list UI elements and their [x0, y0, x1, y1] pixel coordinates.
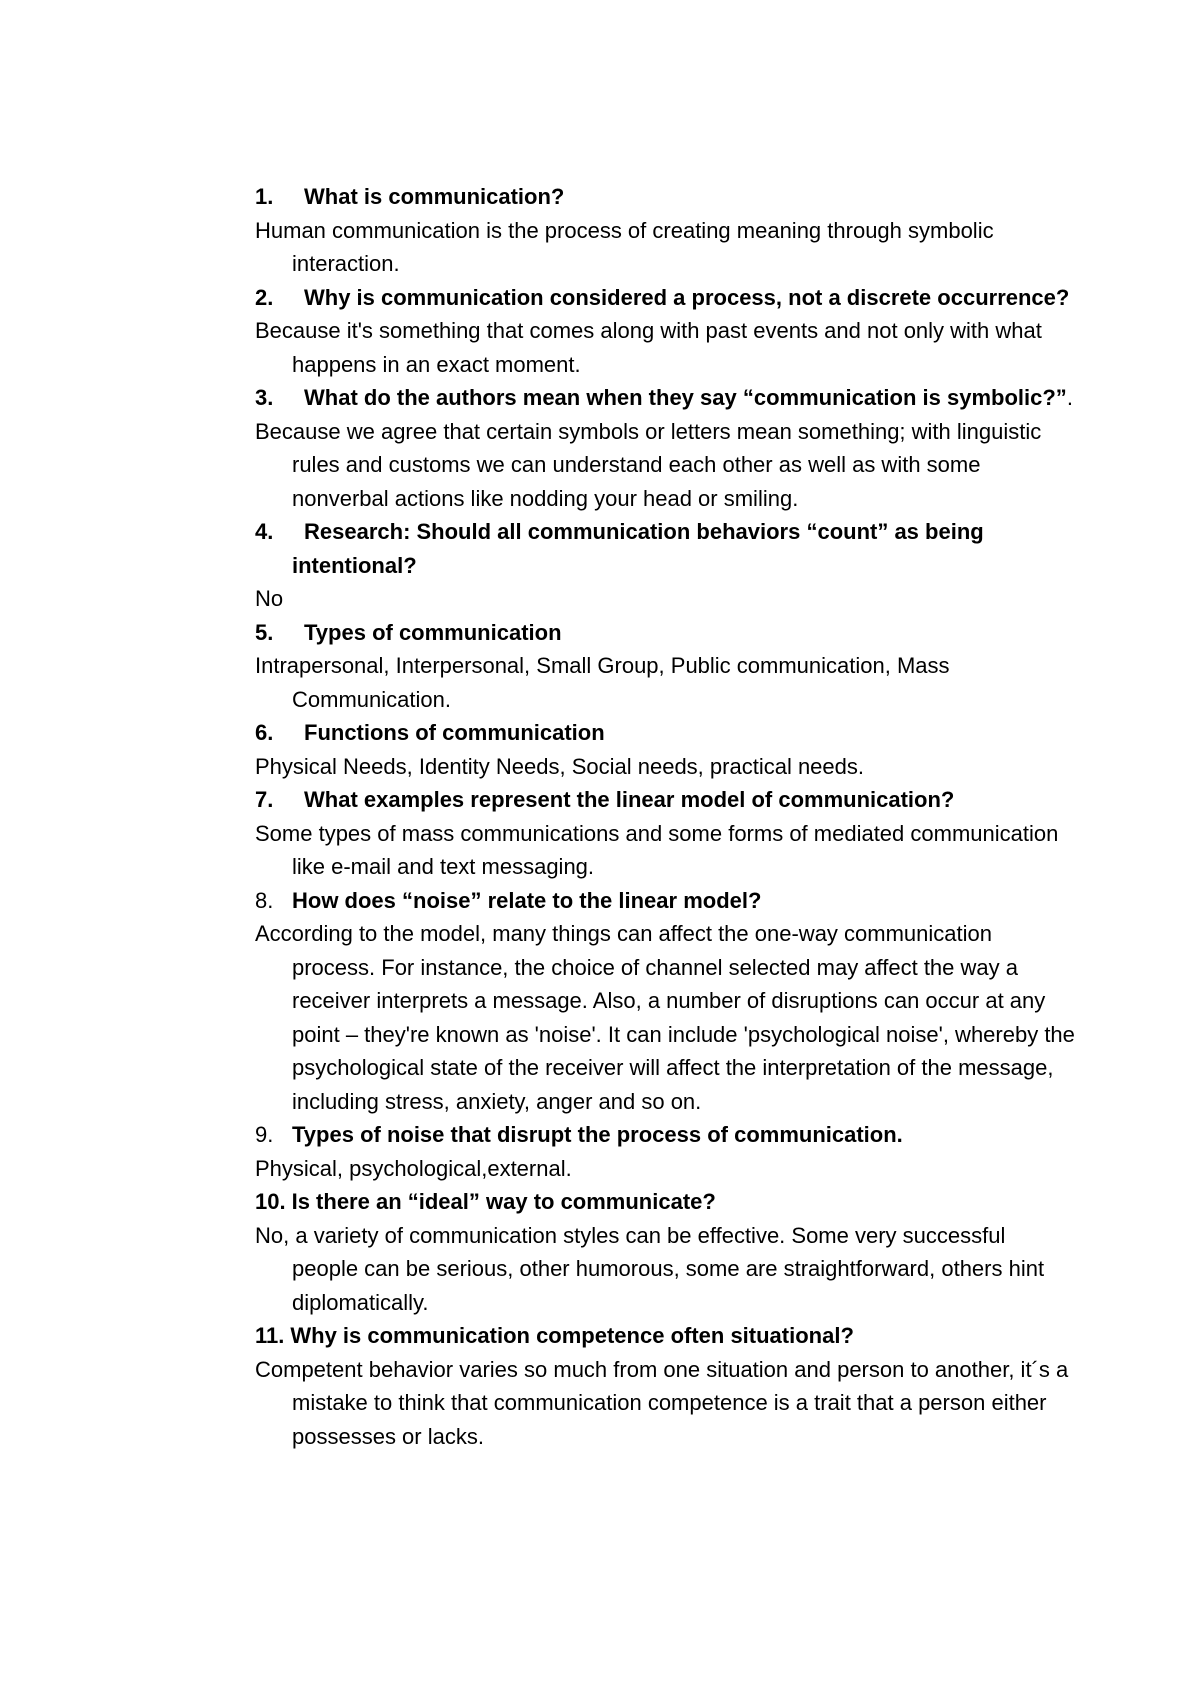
question-text: Is there an “ideal” way to communicate? [291, 1189, 716, 1214]
question-number: 10. [255, 1189, 286, 1214]
question-number: 6. [255, 720, 274, 745]
question-text: Functions of communication [304, 720, 605, 745]
question-8 [255, 884, 1075, 918]
question-5 [255, 616, 1075, 650]
question-number: 3. [255, 385, 274, 410]
question-number: 4. [255, 519, 274, 544]
answer-11: Competent behavior varies so much from one situation and person to another, it´s a mistake to think that communication competence is a trait that a person either possesses or lacks. [255, 1356, 1069, 1449]
question-number: 8. [255, 887, 274, 913]
question-text: Why is communication competence often situational? [290, 1323, 854, 1348]
question-10 [255, 1185, 1075, 1219]
question-text: What is communication? [304, 184, 565, 209]
question-7 [255, 783, 1075, 817]
question-number: 2. [255, 284, 274, 310]
question-text: What examples represent the linear model of communication? [304, 787, 955, 812]
answer-4: No [255, 586, 284, 611]
answer-10: No, a variety of communication styles can be effective. Some very successful people can be serious, other humorous, some are straightforward, others hint diplomatically. [255, 1222, 1045, 1315]
question-text: Research: Should all communication behaviors “count” as being intentional? [292, 519, 984, 578]
question-number: 7. [255, 787, 274, 812]
question-number: 9. [255, 1122, 274, 1147]
qa-list [255, 180, 1075, 1453]
question-trailing-punctuation: . [1066, 385, 1073, 410]
question-1 [255, 180, 1075, 214]
question-text: Types of communication [304, 619, 562, 645]
answer-8: According to the model, many things can affect the one-way communication process. For instance, the choice of channel selected may affect the way a receiver interprets a message. Also, a number of disruptions can occur at any point – they're known as 'noise'. It can include 'psychological noise', whereby the psychological state of the receiver will affect the interpretation of the message, including stress, anxiety, anger and so on. [255, 921, 1075, 1114]
answer-9: Physical, psychological,external. [255, 1155, 572, 1181]
question-text: Why is communication considered a process, not a discrete occurrence? [304, 284, 1070, 310]
answer-6: Physical Needs, Identity Needs, Social needs, practical needs. [255, 753, 864, 779]
question-9 [255, 1118, 1075, 1152]
question-11 [255, 1319, 1075, 1353]
question-number: 11. [255, 1323, 285, 1348]
answer-7: Some types of mass communications and some forms of mediated communication like e-mail and text messaging. [255, 820, 1059, 879]
question-text: Types of noise that disrupt the process of communication. [292, 1122, 903, 1147]
answer-1: Human communication is the process of creating meaning through symbolic interaction. [255, 217, 994, 276]
question-text: What do the authors mean when they say “communication is symbolic?” [304, 385, 1067, 410]
question-text: How does “noise” relate to the linear model? [292, 887, 762, 913]
question-6 [255, 716, 1075, 750]
question-number: 1. [255, 184, 274, 209]
answer-5: Intrapersonal, Interpersonal, Small Group, Public communication, Mass Communication. [255, 653, 950, 712]
question-2 [255, 281, 1075, 315]
question-4 [255, 515, 1075, 582]
question-3 [255, 381, 1075, 415]
answer-3: Because we agree that certain symbols or letters mean something; with linguistic rules and customs we can understand each other as well as with some nonverbal actions like nodding your head or smiling. [255, 418, 1042, 511]
question-number: 5. [255, 619, 274, 645]
answer-2: Because it's something that comes along with past events and not only with what happens in an exact moment. [255, 318, 1042, 377]
